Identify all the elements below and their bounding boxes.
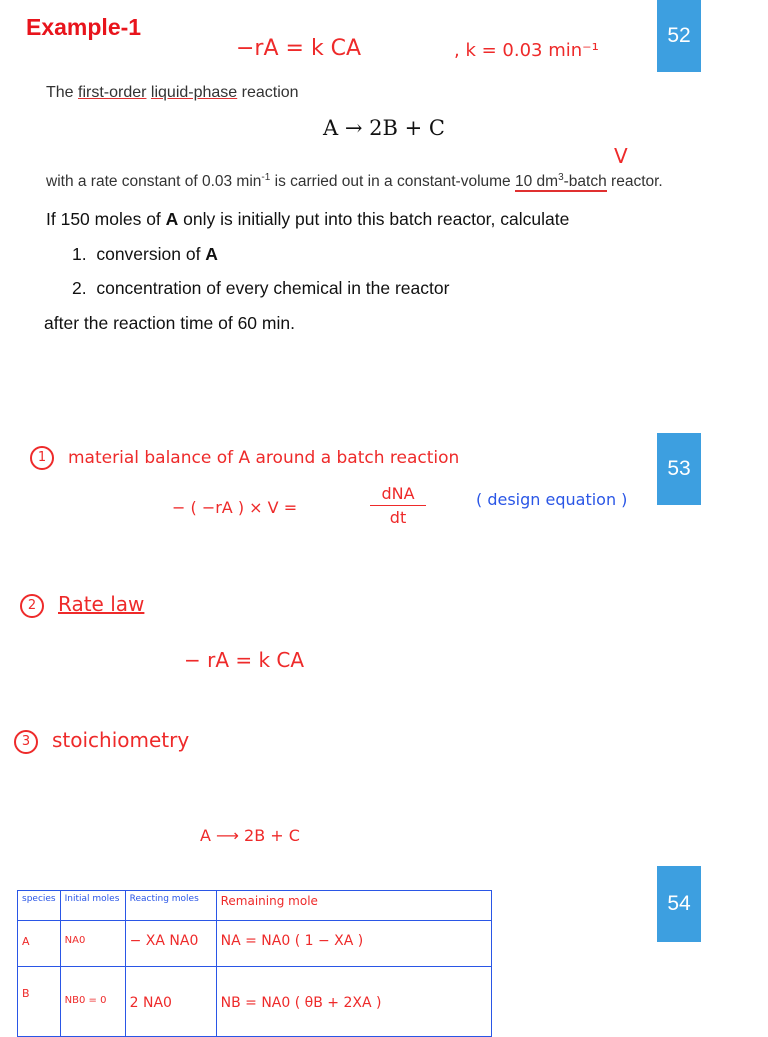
question-item-2 [72, 278, 449, 299]
handwritten-rate-law: −rA = k CA [236, 36, 362, 61]
design-equation-note: ( design equation ) [476, 490, 628, 509]
design-equation-fraction [370, 484, 426, 527]
question-text: If 150 moles of [46, 209, 166, 229]
item-text: conversion of [96, 244, 206, 264]
step-1-text: material balance of A around a batch reaction [68, 448, 460, 468]
statement-text-mid: is carried out in a constant-volume [270, 173, 515, 191]
cell-species: A [18, 921, 61, 967]
statement-text-end: reactor. [606, 173, 663, 191]
rate-constant-statement [46, 172, 663, 191]
handwritten-volume-mark: V [614, 144, 628, 168]
cell-reacting: − XA NA0 [125, 921, 216, 967]
header-initial-moles: Initial moles [60, 891, 125, 921]
page-number-badge-54: 54 [657, 866, 701, 942]
step-3-heading [14, 728, 189, 754]
statement-batch: -batch [563, 173, 607, 191]
page-number-badge-53: 53 [657, 433, 701, 505]
intro-underlined-phase: liquid-phase [150, 84, 238, 101]
header-species: species [18, 891, 61, 921]
closing-statement: after the reaction time of 60 min. [44, 313, 295, 333]
question-text-end: only is initially put into this batch reactor, calculate [178, 209, 570, 229]
step-1-heading [30, 446, 459, 470]
statement-volume: 10 dm [514, 173, 559, 191]
cell-remaining: NA = NA0 ( 1 − XA ) [216, 921, 491, 967]
statement-exponent: -1 [261, 172, 271, 183]
step-2-number: 2 [20, 594, 44, 618]
design-equation-left: − ( −rA ) × V = [172, 498, 298, 517]
intro-underlined-order: first-order [78, 84, 147, 101]
stoichiometry-table [17, 890, 492, 1037]
cell-remaining: NB = NA0 ( θB + 2XA ) [216, 967, 491, 1037]
slide-title: Example-1 [26, 14, 142, 40]
table-header-row [18, 891, 492, 921]
fraction-numerator: dNA [370, 484, 426, 506]
statement-volume-exponent: 3 [558, 172, 564, 183]
item-number: 2. [72, 278, 87, 298]
step-1-number: 1 [30, 446, 54, 470]
stoichiometry-reaction: A ⟶ 2B + C [200, 826, 300, 845]
question-bold-species: A [165, 209, 179, 229]
item-number: 1. [72, 244, 87, 264]
step-2-heading [20, 592, 144, 618]
question-statement [46, 209, 569, 230]
table-row [18, 921, 492, 967]
fraction-denominator: dt [389, 508, 407, 527]
cell-initial: NA0 [60, 921, 125, 967]
cell-reacting: 2 NA0 [125, 967, 216, 1037]
item-bold: A [205, 244, 218, 264]
handwritten-rate-constant: , k = 0.03 min⁻¹ [454, 40, 599, 61]
question-item-1 [72, 244, 218, 265]
header-remaining-mole: Remaining mole [216, 891, 491, 921]
step-3-text: stoichiometry [52, 728, 190, 752]
header-reacting-moles: Reacting moles [125, 891, 216, 921]
cell-initial: NB0 = 0 [60, 967, 125, 1037]
step-2-text: Rate law [58, 592, 145, 616]
item-text: concentration of every chemical in the reactor [96, 278, 450, 298]
statement-text: with a rate constant of 0.03 min [46, 173, 262, 191]
page-number-badge-52: 52 [657, 0, 701, 72]
intro-text-end: reaction [237, 84, 299, 101]
table-row [18, 967, 492, 1037]
intro-text: The [46, 84, 79, 101]
rate-law-equation: − rA = k CA [184, 648, 305, 672]
problem-intro [46, 84, 299, 102]
reaction-equation: A → 2B + C [323, 116, 445, 140]
cell-species: B [18, 967, 61, 1037]
step-3-number: 3 [14, 730, 38, 754]
